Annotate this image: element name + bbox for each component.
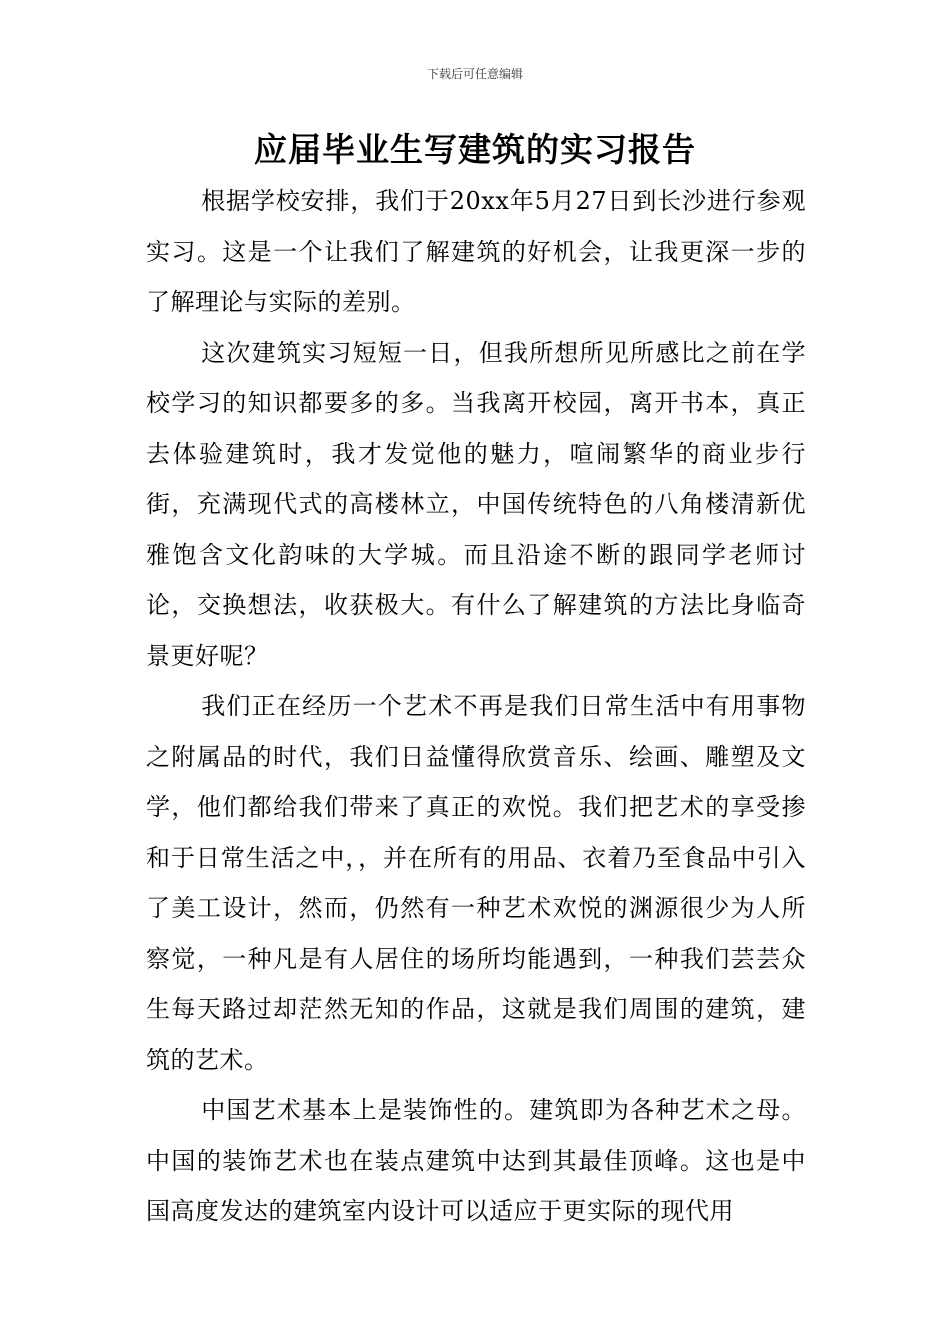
paragraph-1: 根据学校安排，我们于20xx年5月27日到长沙进行参观实习。这是一个让我们了解建筑的好机会，让我更深一步的了解理论与实际的差别。	[146, 187, 806, 316]
paragraph-2: 这次建筑实习短短一日，但我所想所见所感比之前在学校学习的知识都要多的多。当我离开校园，离开书本，真正去体验建筑时，我才发觉他的魅力，喧闹繁华的商业步行街，充满现代式的高楼林立，中国传统特色的八角楼清新优雅饱含文化韵味的大学城。而且沿途不断的跟同学老师讨论，交换想法，收获极大。有什么了解建筑的方法比身临奇景更好呢？	[146, 338, 806, 670]
document-title: 应届毕业生写建筑的实习报告	[254, 130, 696, 169]
paragraph-4: 中国艺术基本上是装饰性的。建筑即为各种艺术之母。中国的装饰艺术也在装点建筑中达到其最佳顶峰。这也是中国高度发达的建筑室内设计可以适应于更实际的现代用	[146, 1096, 806, 1225]
document-body	[146, 176, 806, 1237]
paragraph-3: 我们正在经历一个艺术不再是我们日常生活中有用事物之附属品的时代，我们日益懂得欣赏音乐、绘画、雕塑及文学，他们都给我们带来了真正的欢悦。我们把艺术的享受掺和于日常生活之中，，并在所有的用品、衣着乃至食品中引入了美工设计，然而，仍然有一种艺术欢悦的渊源很少为人所察觉，一种凡是有人居住的场所均能遇到，一种我们芸芸众生每天路过却茫然无知的作品，这就是我们周围的建筑，建筑的艺术。	[146, 692, 806, 1074]
header-note: 下载后可任意编辑	[426, 67, 523, 81]
